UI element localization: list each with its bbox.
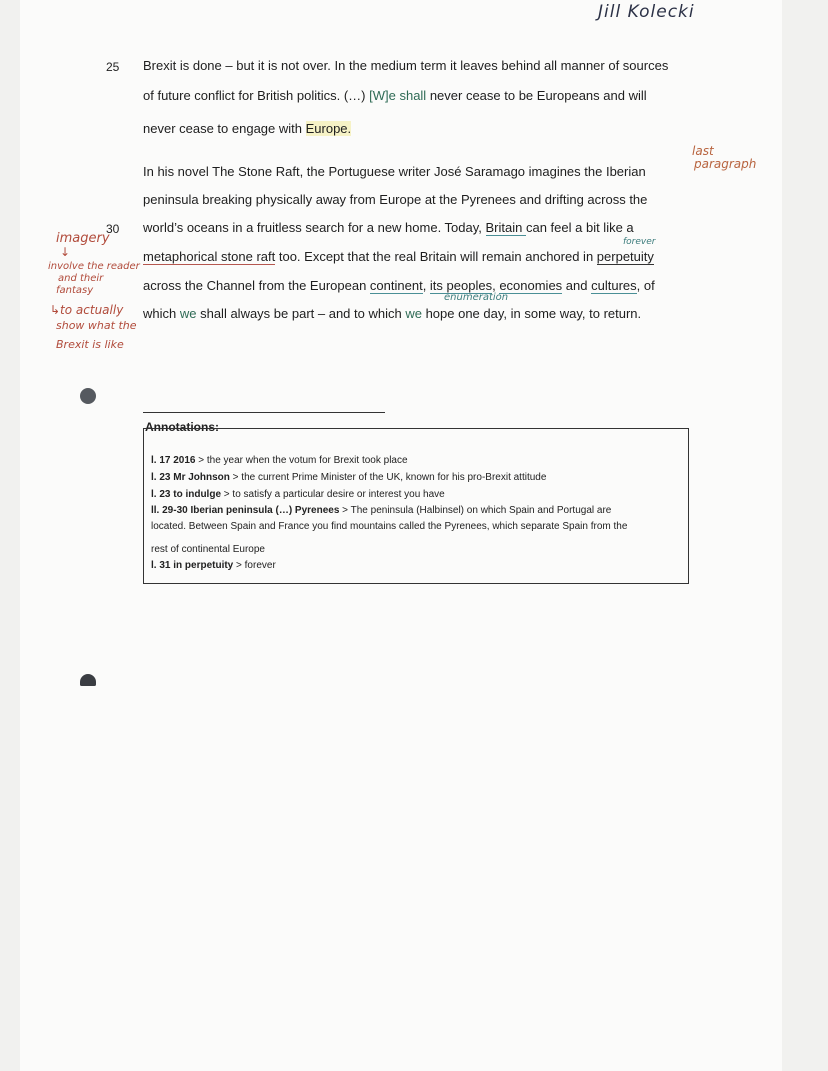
note-forever: forever [623,237,656,247]
note-involve-reader: involve the reader [48,261,140,272]
annotation-item [151,521,627,532]
text-span: never cease to be Europeans and will [426,88,647,103]
text-span: of future conflict for British politics. (…) [143,88,370,103]
annotation-text: > to satisfy a particular desire or interest you have [221,489,445,500]
annotation-item [151,544,265,555]
text-span: Brexit is done – but it is not over. In the medium term it leaves behind all manner of sources [143,58,669,73]
note-brexit-like: Brexit is like [56,338,124,351]
line-number-25: 25 [106,60,120,74]
note-enumeration: enumeration [444,292,509,303]
annotation-text: > the year when the votum for Brexit took place [195,455,408,466]
text-line [143,58,668,73]
note-last: last [692,144,714,158]
line-number-30: 30 [106,222,120,236]
text-span: world’s oceans in a fruitless search for a new home. Today, [143,220,486,235]
annotation-text: > The peninsula (Halbinsel) on which Spain and Portugal are [339,505,612,516]
annotation-text: > forever [233,560,276,571]
text-span: , [422,278,430,293]
annotation-item [151,455,408,466]
text-line [143,249,654,264]
annotation-item [151,505,611,516]
underline-perpetuity: perpetuity [596,249,654,264]
text-span: can feel a bit like a [525,220,634,235]
underline-peoples: its peoples [429,278,493,293]
note-to-actually: ↳to actually [50,303,124,317]
text-span: , of [636,278,655,293]
text-span: , [492,278,500,293]
text-line [143,278,655,293]
annotation-ref: l. 31 in perpetuity [151,560,234,571]
text-line [143,306,641,321]
highlight-we: [W]e shall [369,88,427,103]
highlight-europe: Europe. [305,121,352,136]
underline-continent: continent [369,278,423,293]
annotation-ref: l. 23 Mr Johnson [151,472,230,483]
text-span: never cease to engage with [143,121,306,136]
text-span: shall always be part – and to which [196,306,406,321]
annotation-item [151,489,445,500]
punch-hole-icon [80,388,96,404]
text-span: and [562,278,592,293]
text-line [143,121,351,136]
text-line [143,88,647,103]
annotation-ref: ll. 29-30 Iberian peninsula (…) Pyrenees [151,505,340,516]
text-span: peninsula breaking physically away from Europe at the Pyrenees and drifting across the [143,192,648,207]
annotations-heading: Annotations: [145,420,219,434]
annotation-ref: l. 23 to indulge [151,489,222,500]
annotation-ref: l. 17 2016 [151,455,196,466]
text-span: across the Channel from the European [143,278,370,293]
note-fantasy: fantasy [56,285,94,296]
text-span: which [143,306,180,321]
author-signature: Jill Kolecki [598,2,695,22]
underline-cultures: cultures [591,278,637,293]
divider [143,412,385,413]
note-and-their: and their [58,273,104,284]
note-paragraph: paragraph [694,157,757,171]
note-show-what: show what the [56,319,137,332]
text-span: too. Except that the real Britain will remain anchored in [275,249,597,264]
note-imagery: imagery [56,231,110,246]
underline-economies: economies [499,278,563,293]
annotation-item [151,472,546,483]
annotation-item [151,560,276,571]
text-line [143,220,634,235]
annotation-text: rest of continental Europe [151,544,265,555]
text-span: hope one day, in some way, to return. [421,306,642,321]
text-span: In his novel The Stone Raft, the Portuguese writer José Saramago imagines the Iberian [143,164,646,179]
punch-hole-icon [80,674,96,686]
underline-stone-raft: metaphorical stone raft [143,249,276,264]
annotation-text: located. Between Spain and France you find mountains called the Pyrenees, which separate Spain from the [151,521,628,532]
highlight-we: we [405,306,422,321]
text-line [143,164,646,179]
annotation-text: > the current Prime Minister of the UK, known for his pro-Brexit attitude [229,472,547,483]
text-line [143,192,647,207]
underline-britain: Britain [485,220,526,235]
highlight-we: we [179,306,197,321]
arrow-down-icon: ↓ [60,245,71,259]
